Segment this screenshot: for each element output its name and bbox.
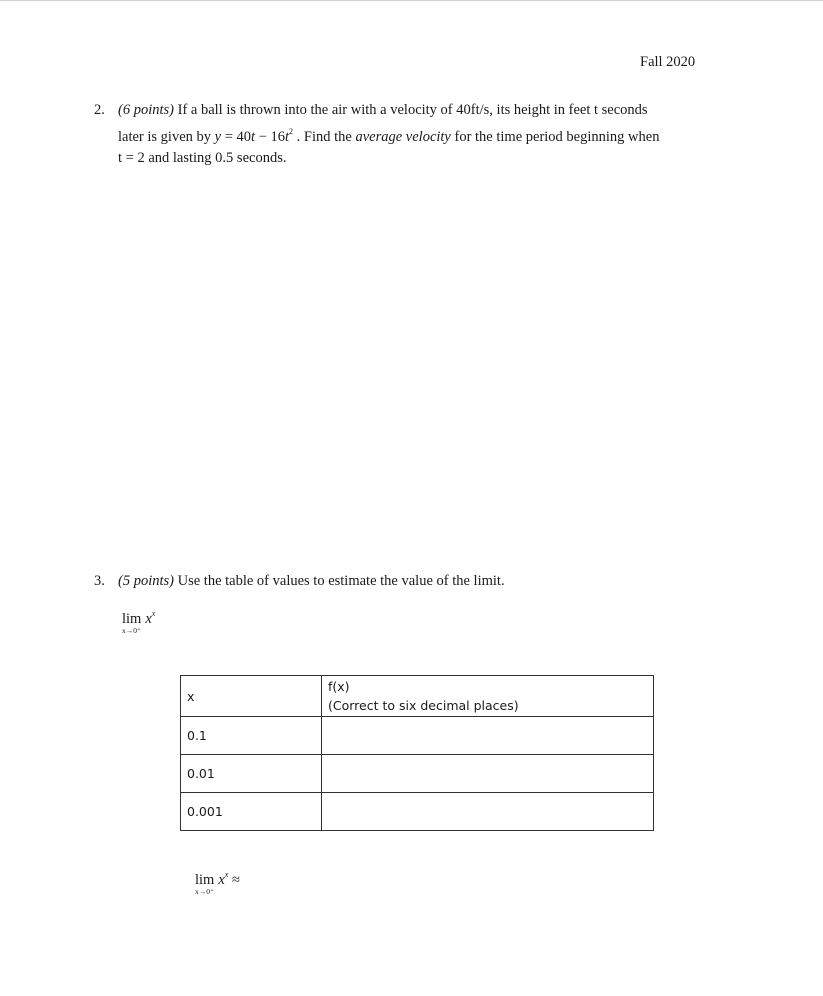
cell-fx-input[interactable] — [322, 755, 654, 793]
limit-exponent: x — [151, 609, 156, 618]
col-x-header: x — [181, 676, 322, 717]
final-limit-lim: lim — [195, 872, 215, 888]
final-limit-exponent: x — [224, 870, 229, 879]
limit-expression — [122, 609, 156, 635]
final-limit-subscript: x→0⁺ — [195, 887, 214, 896]
problem-2-points: (6 points) — [118, 102, 174, 118]
col-fx-header-line-1: f(x) — [328, 679, 350, 694]
problem-2-line-2 — [118, 121, 659, 148]
col-fx-header — [322, 676, 654, 717]
equation-t-squared: t — [285, 129, 290, 145]
cell-x: 0.001 — [181, 793, 322, 831]
cell-fx-input[interactable] — [322, 793, 654, 831]
equation-exponent: 2 — [289, 127, 294, 136]
table-row — [181, 793, 654, 831]
problem-2-line-1 — [118, 100, 659, 121]
values-table — [180, 675, 654, 831]
equation-mid: = 40 — [221, 129, 252, 145]
term-header: Fall 2020 — [640, 54, 696, 70]
limit-subscript: x→0⁺ — [122, 626, 141, 635]
final-limit-base: x — [218, 872, 225, 888]
table-row — [181, 755, 654, 793]
problem-3-text: Use the table of values to estimate the value of the limit. — [173, 573, 505, 589]
approx-symbol: ≈ — [228, 872, 240, 888]
equation-minus: − 16 — [255, 129, 285, 145]
average-velocity-emphasis: average velocity — [355, 129, 451, 145]
cell-x: 0.01 — [181, 755, 322, 793]
final-limit-answer — [195, 870, 240, 896]
col-fx-header-line-2: (Correct to six decimal places) — [328, 698, 519, 713]
equation-t: t — [251, 129, 256, 145]
problem-3-body — [118, 571, 505, 592]
problem-2-line-2-text-b: . Find the — [293, 129, 356, 145]
top-border-line — [0, 0, 823, 1]
problem-3-number: 3. — [94, 573, 105, 589]
limit-base: x — [145, 611, 152, 627]
problem-2-line-2-text-a: later is given by — [118, 129, 215, 145]
cell-x: 0.1 — [181, 717, 322, 755]
problem-2-number: 2. — [94, 102, 105, 118]
problem-3-line-1 — [118, 571, 505, 592]
table-row — [181, 717, 654, 755]
problem-2-line-2-text-c: for the time period beginning when — [450, 129, 660, 145]
cell-fx-input[interactable] — [322, 717, 654, 755]
problem-2-line-1-text: If a ball is thrown into the air with a velocity of 40ft/s, its height in feet t seconds — [173, 102, 648, 118]
table-header-row — [181, 676, 654, 717]
problem-2-body — [118, 100, 659, 169]
limit-lim: lim — [122, 611, 142, 627]
problem-2-line-3: t = 2 and lasting 0.5 seconds. — [118, 150, 287, 166]
equation-y: y — [214, 129, 222, 145]
problem-3-points: (5 points) — [118, 573, 174, 589]
